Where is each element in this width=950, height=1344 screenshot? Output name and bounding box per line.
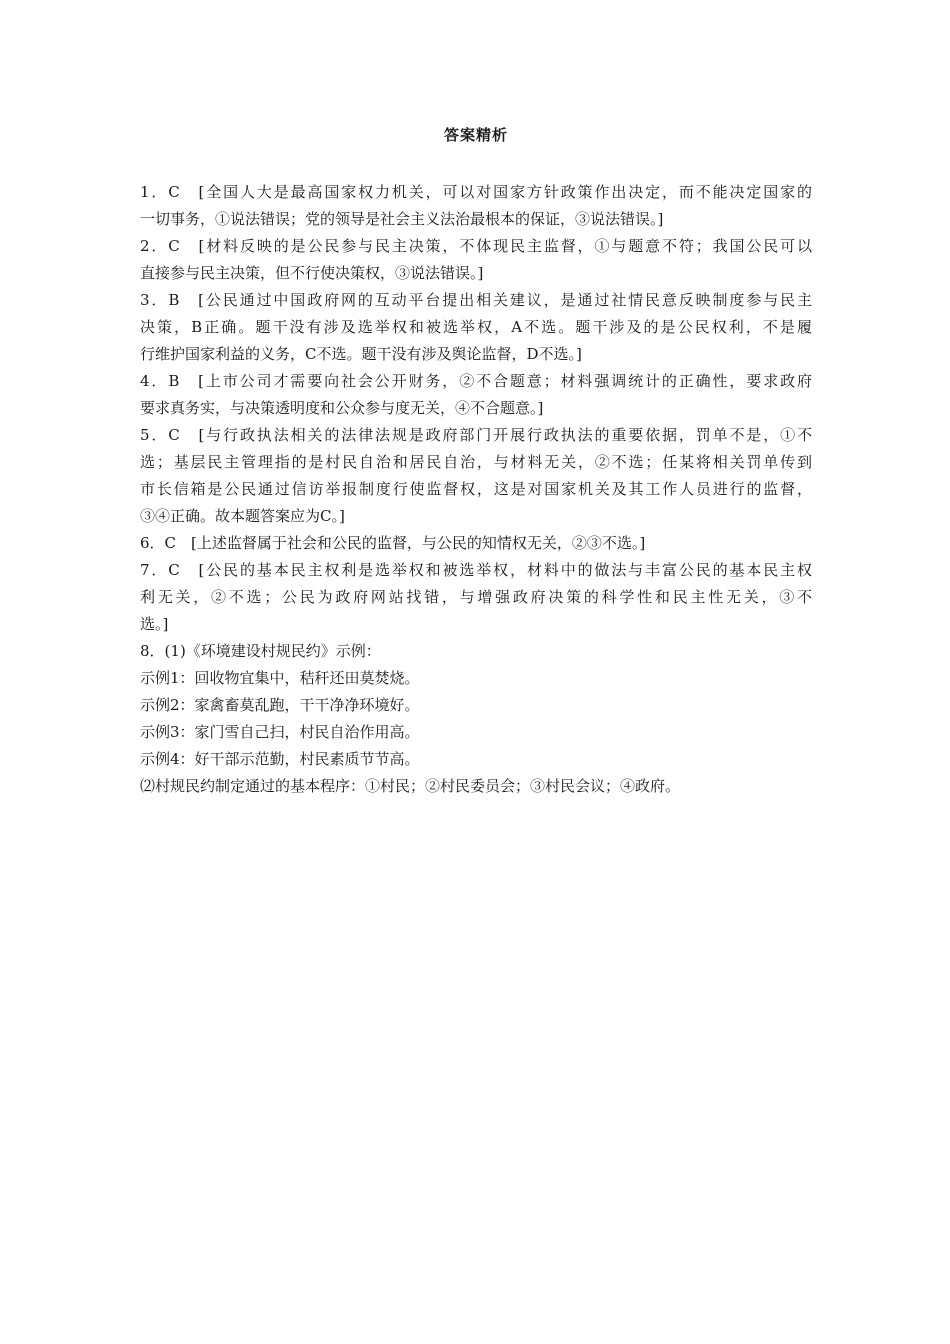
- page-title: 答案精析: [443, 126, 508, 144]
- text-line-9: 要求真务实，与决策透明度和公众参与度无关，④不合题意。]: [140, 399, 544, 417]
- text-line-14: 6．C [上述监督属于社会和公民的监督，与公民的知情权无关，②③不选。]: [140, 534, 646, 552]
- text-line-21: 示例3：家门雪自己扫，村民自治作用高。: [140, 723, 420, 741]
- text-line-23: ⑵村规民约制定通过的基本程序：①村民；②村民委员会；③村民会议；④政府。: [140, 777, 681, 795]
- answer-document: [140, 124, 812, 800]
- text-line-7: 行维护国家利益的义务，C不选。题干没有涉及舆论监督，D不选。]: [140, 345, 582, 363]
- text-line-1: 1．C [全国人大是最高国家权力机关，可以对国家方针政策作出决定，而不能决定国家的: [140, 183, 812, 201]
- text-line-11: 选；基层民主管理指的是村民自治和居民自治，与材料无关，②不选；任某将相关罚单传到: [140, 453, 812, 471]
- text-line-8: 4．B [上市公司才需要向社会公开财务，②不合题意；材料强调统计的正确性，要求政府: [140, 372, 812, 390]
- text-line-18: 8．(1)《环境建设村规民约》示例：: [140, 642, 381, 660]
- text-line-6: 决策，B正确。题干没有涉及选举权和被选举权，A不选。题干涉及的是公民权利，不是履: [140, 318, 812, 336]
- text-line-15: 7．C [公民的基本民主权利是选举权和被选举权，材料中的做法与丰富公民的基本民主权: [140, 561, 812, 579]
- text-line-13: ③④正确。故本题答案应为C。]: [140, 507, 345, 525]
- text-line-16: 利无关，②不选；公民为政府网站找错，与增强政府决策的科学性和民主性无关，③不: [140, 588, 812, 606]
- text-line-5: 3．B [公民通过中国政府网的互动平台提出相关建议，是通过社情民意反映制度参与民主: [140, 291, 812, 309]
- text-line-20: 示例2：家禽畜莫乱跑，干干净净环境好。: [140, 696, 420, 714]
- text-line-4: 直接参与民主决策，但不行使决策权，③说法错误。]: [140, 264, 484, 282]
- text-line-17: 选。]: [140, 615, 169, 633]
- text-line-19: 示例1：回收物宜集中，秸秆还田莫焚烧。: [140, 669, 420, 687]
- text-line-10: 5．C [与行政执法相关的法律法规是政府部门开展行政执法的重要依据，罚单不是，①不: [140, 426, 812, 444]
- text-line-12: 市长信箱是公民通过信访举报制度行使监督权，这是对国家机关及其工作人员进行的监督，: [140, 480, 812, 498]
- text-line-3: 2．C [材料反映的是公民参与民主决策，不体现民主监督，①与题意不符；我国公民可以: [140, 237, 812, 255]
- text-line-22: 示例4：好干部示范勤，村民素质节节高。: [140, 750, 420, 768]
- text-line-2: 一切事务，①说法错误；党的领导是社会主义法治最根本的保证，③说法错误。]: [140, 210, 664, 228]
